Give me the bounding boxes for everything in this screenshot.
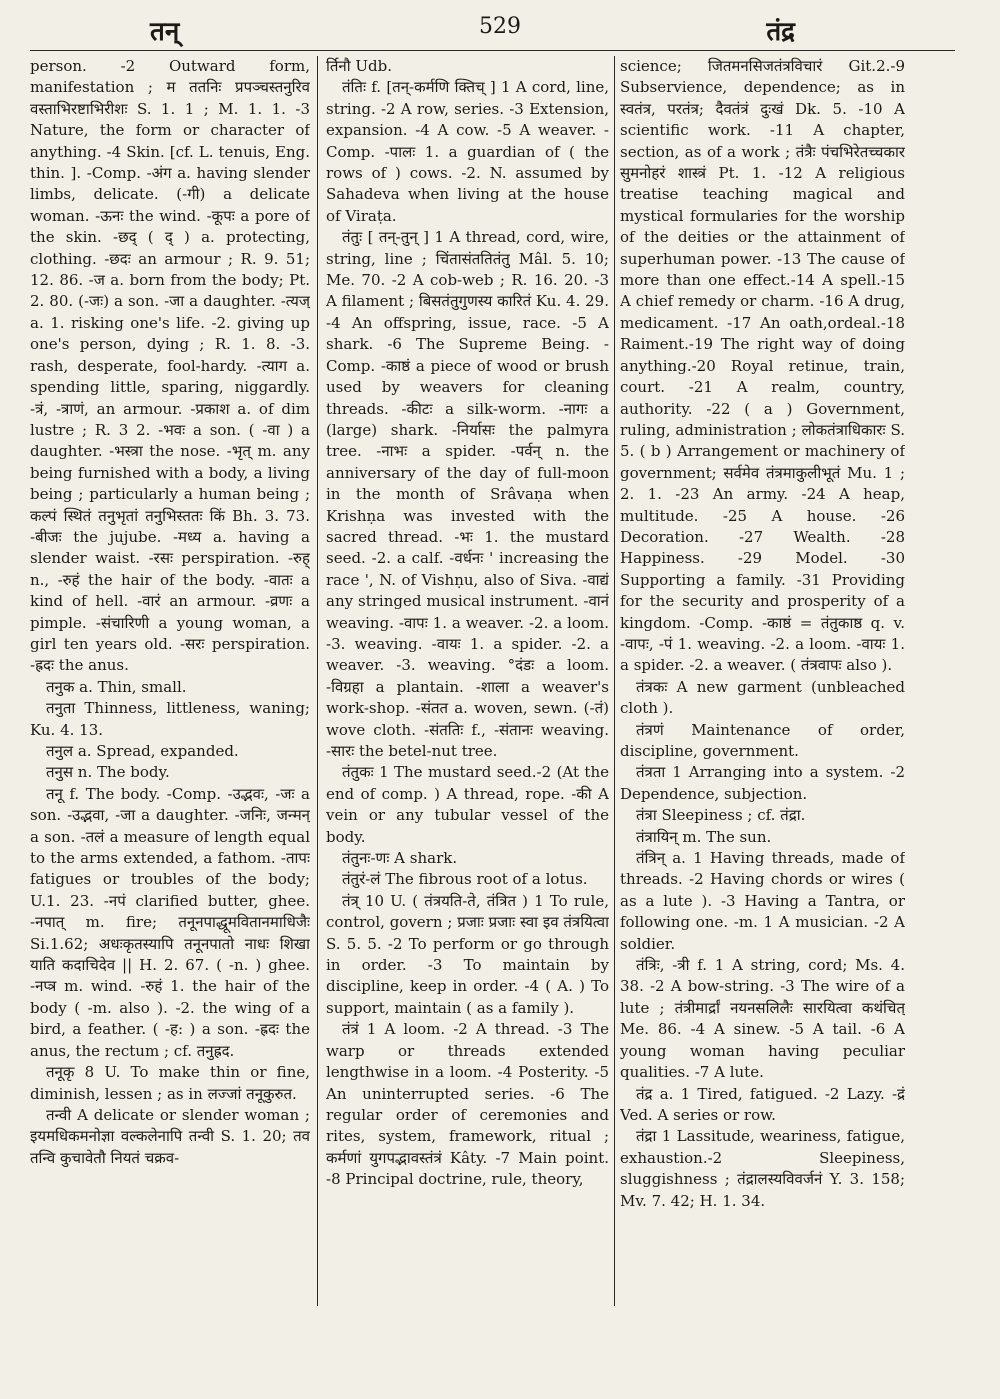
page-number: 529 (479, 14, 521, 39)
entry-paragraph: तनूकृ 8 U. To make thin or fine, diminish, lessen ; as in लज्जां तनूकुरुत. (30, 1063, 310, 1103)
entry-paragraph: तंत्रं 1 A loom. -2 A thread. -3 The warp or threads extended lengthwise in a loom. -4 Posterity. -5 An uninterrupted series. -6 The regular order of ceremonies and rites, system, framework, ritual ; कर्मणां युगपद्भावस्तंत्रं Kâty. -7 Main point. -8 Principal doctrine, rule, theory, (326, 1020, 609, 1189)
page-header (0, 10, 1000, 50)
entry-paragraph: तंद्र a. 1 Tired, fatigued. -2 Lazy. -द्रं Ved. A series or row. (620, 1084, 905, 1124)
entry-paragraph: तंत्रणं Maintenance of order, discipline, government. (620, 720, 905, 760)
entry-paragraph: person. -2 Outward form, manifestation ; म ततनिः प्रपञ्चस्तनुरिव वस्ताभिरष्टाभिरीशः S. 1. 1 ; M. 1. 1. -3 Nature, the form or character of anything. -4 Skin. [cf. L. tenuis, Eng. thin. ]. -Comp. -अंग a. having slender limbs, delicate. (-गी) a delicate woman. -ऊनः the wind. -कूपः a pore of the skin. -छद् ( द् ) a. protecting, clothing. -छदः an armour ; R. 9. 51; 12. 86. -ज a. born from the body; Pt. 2. 80. (-जः) a son. -जा a daughter. -त्यज् a. 1. risking one's life. -2. giving up one's person, dying ; R. 1. 8. -3. rash, desperate, fool-hardy. -त्याग a. spending little, sparing, niggardly. -त्रं, -त्राणं, an armour. -प्रकाश a. of dim lustre ; R. 3 2. -भवः a son. ( -वा ) a daughter. -भस्त्रा the nose. -भृत् m. any being furnished with a body, a living being ; particularly a human being ; कल्पं स्थितं तनुभृतां तनुभिस्ततः किं Bh. 3. 73. -बीजः the jujube. -मध्य a. having a slender waist. -रसः perspiration. -रुह् n., -रुहं the hair of the body. -वातः a kind of hell. -वारं an armour. -व्रणः a pimple. -संचारिणी a young woman, a girl ten years old. -सरः perspiration. -ह्रदः the anus. (30, 57, 310, 675)
entry-paragraph: तंत्रकः A new garment (unbleached cloth ). (620, 677, 905, 718)
entry-paragraph: तनुस n. The body. (46, 763, 170, 782)
entry-paragraph: तंतिः f. [तन्-कर्मणि क्तिच् ] 1 A cord, line, string. -2 A row, series. -3 Extension, expansion. -4 A cow. -5 A weaver. -Comp. -पालः 1. a guardian of ( the rows of ) cows. -2. N. assumed by Sahadeva when living at the house of Viraṭa. (326, 78, 609, 225)
entry-paragraph: तंत्रिः, -त्री f. 1 A string, cord; Ms. 4. 38. -2 A bow-string. -3 The wire of a lute ; तंत्रीमार्द्रां नयनसलिलैः सारयित्वा कथंचित् Me. 86. -4 A sinew. -5 A tail. -6 A young woman having peculiar qualities. -7 A lute. (620, 956, 905, 1082)
entry-paragraph: science; जितमनसिजतंत्रविचारं Git.2.-9 Subservience, dependence; as in स्वतंत्र, परतंत्र; दैवतंत्रं दुःखं Dk. 5. -10 A scientific work. -11 A chapter, section, as of a work ; तंत्रैः पंचभिरेतच्चकार सुमनोहरं शास्त्रं Pt. 1. -12 A religious treatise teaching magical and mystical formularies for the worship of the deities or the attainment of superhuman power. -13 The cause of more than one effect.-14 A spell.-15 A chief remedy or charm. -16 A drug, medicament. -17 An oath,ordeal.-18 Raiment.-19 The right way of doing anything.-20 Royal retinue, train, court. -21 A realm, country, authority. -22 ( a ) Government, ruling, administration ; लोकतंत्राधिकारः S. 5. ( b ) Arrangement or machinery of government; सर्वमेव तंत्रमाकुलीभूतं Mu. 1 ; 2. 1. -23 An army. -24 A heap, multitude. -25 A house. -26 Decoration. -27 Wealth. -28 Happiness. -29 Model. -30 Supporting a family. -31 Providing for the security and prosperity of a kingdom. -Comp. -काष्ठं = तंतुकाष्ठ q. v. -वापः, -पं 1. weaving. -2. a loom. -वायः 1. a spider. -2. a weaver. ( तंत्रवापः also ). (620, 57, 905, 675)
header-rule (30, 50, 955, 51)
column-divider (317, 56, 318, 1306)
entry-paragraph: तंत्रा Sleepiness ; cf. तंद्रा. (636, 806, 806, 825)
entry-paragraph: तंत्रता 1 Arranging into a system. -2 Dependence, subjection. (620, 763, 905, 803)
column-1 (30, 56, 310, 1306)
column-divider (614, 56, 615, 1306)
entry-paragraph: तंद्रा 1 Lassitude, weariness, fatigue, exhaustion.-2 Sleepiness, sluggishness ; तंद्रालस्यविवर्जनं Y. 3. 158; Mv. 7. 42; H. 1. 34. (620, 1127, 905, 1210)
entry-paragraph: तनुल a. Spread, expanded. (46, 742, 239, 760)
entry-paragraph: तनुक a. Thin, small. (46, 677, 187, 696)
entry-paragraph: तंतुरं-लं The fibrous root of a lotus. (342, 870, 588, 889)
entry-paragraph: तंत्रिन् a. 1 Having threads, made of threads. -2 Having chords or wires ( as a lute ). -3 Having a Tantra, or following one. -m. 1 A musician. -2 A soldier. (620, 849, 905, 953)
entry-paragraph: तनुता Thinness, littleness, waning; Ku. 4. 13. (30, 699, 310, 739)
entry-paragraph: तंत्र् 10 U. ( तंत्रयति-ते, तंत्रित ) 1 To rule, control, govern ; प्रजाः प्रजाः स्वा इव तंत्रयित्वा S. 5. 5. -2 To perform or go through in order. -3 To maintain by discipline, keep in order. -4 ( A. ) To support, maintain ( as a family ). (326, 891, 609, 1017)
right-guide-word: तंद्र (766, 17, 795, 47)
left-guide-word: तन् (150, 17, 180, 47)
entry-paragraph: र्तिनौ Udb. (326, 57, 393, 75)
entry-paragraph: तंतुकः 1 The mustard seed.-2 (At the end of comp. ) A thread, rope. -की A vein or any tubular vessel of the body. (326, 763, 609, 846)
column-2 (326, 56, 609, 1306)
column-3 (620, 56, 905, 1306)
entry-paragraph: तंतुः [ तन्-तुन् ] 1 A thread, cord, wire, string, line ; चिंतासंततितंतु Mâl. 5. 10; Me. 70. -2 A cob-web ; R. 16. 20. -3 A filament ; बिसतंतुगुणस्य कारितं Ku. 4. 29. -4 An offspring, issue, race. -5 A shark. -6 The Supreme Being. -Comp. -काष्ठं a piece of wood or brush used by weavers for cleaning threads. -कीटः a silk-worm. -नागः a (large) shark. -निर्यासः the palmyra tree. -नाभः a spider. -पर्वन् n. the anniversary of the day of full-moon in the month of Srâvaṇa when Krishṇa was invested with the sacred thread. -भः 1. the mustard seed. -2. a calf. -वर्धनः ' increasing the race ', N. of Vishṇu, also of Siva. -वाद्यं any stringed musical instrument. -वानं weaving. -वापः 1. a weaver. -2. a loom. -3. weaving. -वायः 1. a spider. -2. a weaver. -3. weaving. °दंडः a loom. -विग्रहा a plantain. -शाला a weaver's work-shop. -संतत a. woven, sewn. (-तं) wove cloth. -संततिः f., -संतानः weaving. -सारः the betel-nut tree. (326, 228, 609, 760)
entry-paragraph: तंत्रायिन् m. The sun. (636, 827, 772, 846)
entry-paragraph: तनू f. The body. -Comp. -उद्भवः, -जः a son. -उद्भवा, -जा a daughter. -जनिः, जन्मन् a son. -तलं a measure of length equal to the arms extended, a fathom. -तापः fatigues or troubles of the body; U.1. 23. -नपं clarified butter, ghee. -नपात् m. fire; तनूनपाद्धूमवितानमाधिजैः Si.1.62; अधःकृतस्यापि तनूनपातो नाधः शिखा याति कदाचिदेव || H. 2. 67. ( -n. ) ghee. -नप्त्र m. wind. -रुहं 1. the hair of the body ( -m. also ). -2. the wing of a bird, a feather. ( -ह: ) a son. -ह्रदः the anus, the rectum ; cf. तनुह्रद. (30, 784, 310, 1060)
entry-paragraph: तन्वी A delicate or slender woman ; इयमधिकमनोज्ञा वल्कलेनापि तन्वी S. 1. 20; तव तन्वि कुचावेतौ नियतं चक्रव- (30, 1105, 310, 1167)
entry-paragraph: तंतुनः-णः A shark. (342, 849, 458, 868)
